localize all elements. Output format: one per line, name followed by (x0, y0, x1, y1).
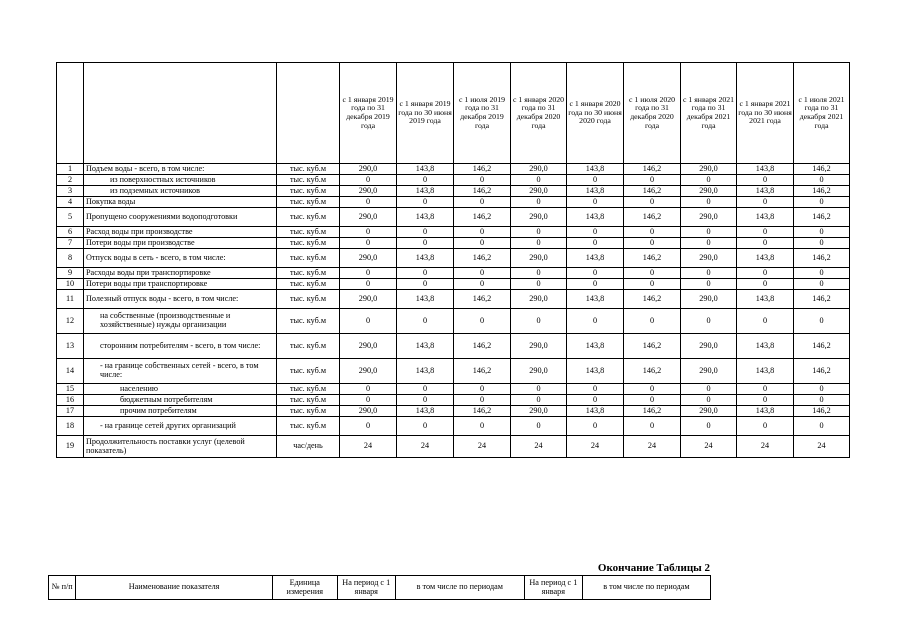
table-row (57, 197, 850, 208)
value-cell: 0 (624, 309, 681, 334)
row-number: 18 (57, 417, 84, 436)
value-cell: 290,0 (340, 186, 397, 197)
value-cell: 0 (737, 417, 794, 436)
value-cell: 290,0 (511, 164, 567, 175)
table-row (57, 334, 850, 359)
row-number: 10 (57, 279, 84, 290)
value-cell: 0 (340, 309, 397, 334)
cont-header-unit: Единица измерения (272, 576, 337, 600)
value-cell: 146,2 (624, 164, 681, 175)
indicator-name: Расход воды при производстве (84, 227, 277, 238)
value-cell: 0 (624, 238, 681, 249)
value-cell: 0 (624, 417, 681, 436)
header-unit (277, 63, 340, 164)
header-period: с 1 января 2021 года по 31 декабря 2021 года (681, 63, 737, 164)
indicator-name: - на границе сетей других организаций (84, 417, 277, 436)
table-row (57, 175, 850, 186)
value-cell: 0 (681, 279, 737, 290)
value-cell: 143,8 (737, 334, 794, 359)
value-cell: 0 (567, 279, 624, 290)
value-cell: 0 (681, 417, 737, 436)
unit-cell: тыс. куб.м (277, 384, 340, 395)
value-cell: 0 (397, 417, 454, 436)
value-cell: 0 (681, 309, 737, 334)
value-cell: 0 (794, 279, 850, 290)
value-cell: 24 (454, 436, 511, 458)
value-cell: 0 (397, 395, 454, 406)
value-cell: 0 (454, 395, 511, 406)
unit-cell: тыс. куб.м (277, 197, 340, 208)
value-cell: 146,2 (624, 249, 681, 268)
value-cell: 146,2 (794, 164, 850, 175)
value-cell: 143,8 (567, 406, 624, 417)
table-row (57, 384, 850, 395)
value-cell: 290,0 (681, 406, 737, 417)
indicator-name: сторонним потребителям - всего, в том числе: (84, 334, 277, 359)
row-number: 9 (57, 268, 84, 279)
value-cell: 143,8 (397, 290, 454, 309)
value-cell: 146,2 (454, 208, 511, 227)
value-cell: 143,8 (567, 359, 624, 384)
value-cell: 0 (567, 268, 624, 279)
value-cell: 143,8 (397, 249, 454, 268)
value-cell: 0 (454, 238, 511, 249)
table-row (57, 406, 850, 417)
row-number: 6 (57, 227, 84, 238)
indicator-name: - на границе собственных сетей - всего, в том числе: (84, 359, 277, 384)
value-cell: 143,8 (737, 406, 794, 417)
value-cell: 146,2 (454, 359, 511, 384)
value-cell: 290,0 (511, 290, 567, 309)
row-number: 11 (57, 290, 84, 309)
value-cell: 0 (567, 197, 624, 208)
value-cell: 0 (454, 268, 511, 279)
cont-header-period: На период с 1 января (337, 576, 395, 600)
value-cell: 143,8 (397, 406, 454, 417)
value-cell: 24 (624, 436, 681, 458)
table-row (57, 164, 850, 175)
row-number: 15 (57, 384, 84, 395)
value-cell: 143,8 (567, 208, 624, 227)
value-cell: 290,0 (340, 164, 397, 175)
value-cell: 146,2 (624, 290, 681, 309)
value-cell: 0 (511, 279, 567, 290)
cont-header-period: На период с 1 января (524, 576, 582, 600)
value-cell: 0 (737, 384, 794, 395)
value-cell: 0 (511, 395, 567, 406)
value-cell: 0 (737, 227, 794, 238)
value-cell: 0 (794, 384, 850, 395)
value-cell: 0 (624, 227, 681, 238)
value-cell: 24 (340, 436, 397, 458)
header-row (57, 63, 850, 164)
value-cell: 0 (681, 197, 737, 208)
value-cell: 290,0 (340, 290, 397, 309)
value-cell: 0 (681, 268, 737, 279)
value-cell: 290,0 (681, 186, 737, 197)
value-cell: 290,0 (340, 208, 397, 227)
value-cell: 0 (397, 268, 454, 279)
row-number: 12 (57, 309, 84, 334)
value-cell: 143,8 (737, 186, 794, 197)
unit-cell: час/день (277, 436, 340, 458)
cont-header-num: № п/п (49, 576, 76, 600)
value-cell: 0 (511, 309, 567, 334)
unit-cell: тыс. куб.м (277, 268, 340, 279)
indicator-name: Продолжительность поставки услуг (целевой показатель) (84, 436, 277, 458)
value-cell: 0 (397, 175, 454, 186)
value-cell: 0 (567, 309, 624, 334)
header-name (84, 63, 277, 164)
value-cell: 290,0 (681, 334, 737, 359)
row-number: 7 (57, 238, 84, 249)
value-cell: 0 (681, 175, 737, 186)
indicator-name: Потери воды при производстве (84, 238, 277, 249)
indicator-name: бюджетным потребителям (84, 395, 277, 406)
row-number: 13 (57, 334, 84, 359)
value-cell: 0 (340, 417, 397, 436)
value-cell: 146,2 (624, 334, 681, 359)
value-cell: 0 (340, 227, 397, 238)
cont-header-subperiods: в том числе по периодам (582, 576, 710, 600)
indicator-name: Отпуск воды в сеть - всего, в том числе: (84, 249, 277, 268)
value-cell: 0 (511, 268, 567, 279)
unit-cell: тыс. куб.м (277, 249, 340, 268)
value-cell: 0 (397, 227, 454, 238)
table-row (57, 268, 850, 279)
indicator-name: из подземных источников (84, 186, 277, 197)
value-cell: 0 (397, 197, 454, 208)
table-row (57, 309, 850, 334)
value-cell: 290,0 (681, 359, 737, 384)
value-cell: 0 (454, 417, 511, 436)
value-cell: 0 (567, 384, 624, 395)
value-cell: 143,8 (567, 186, 624, 197)
cont-header-subperiods: в том числе по периодам (395, 576, 524, 600)
indicator-name: Потери воды при транспортировке (84, 279, 277, 290)
value-cell: 0 (340, 268, 397, 279)
value-cell: 0 (681, 384, 737, 395)
value-cell: 0 (454, 227, 511, 238)
table-body (57, 164, 850, 458)
value-cell: 143,8 (397, 359, 454, 384)
value-cell: 146,2 (794, 208, 850, 227)
table-row (57, 417, 850, 436)
row-number: 4 (57, 197, 84, 208)
value-cell: 0 (794, 268, 850, 279)
header-period: с 1 января 2019 года по 31 декабря 2019 года (340, 63, 397, 164)
table-row (57, 186, 850, 197)
value-cell: 24 (681, 436, 737, 458)
table-row (57, 249, 850, 268)
value-cell: 143,8 (737, 359, 794, 384)
row-number: 3 (57, 186, 84, 197)
value-cell: 290,0 (681, 290, 737, 309)
value-cell: 143,8 (397, 164, 454, 175)
value-cell: 24 (511, 436, 567, 458)
header-period: с 1 января 2020 года по 31 декабря 2020 года (511, 63, 567, 164)
value-cell: 290,0 (511, 406, 567, 417)
value-cell: 0 (624, 395, 681, 406)
value-cell: 0 (454, 309, 511, 334)
table-row (57, 238, 850, 249)
row-number: 14 (57, 359, 84, 384)
value-cell: 290,0 (511, 249, 567, 268)
header-period: с 1 июля 2019 года по 31 декабря 2019 года (454, 63, 511, 164)
unit-cell: тыс. куб.м (277, 309, 340, 334)
value-cell: 290,0 (511, 334, 567, 359)
value-cell: 0 (397, 279, 454, 290)
indicator-name: Пропущено сооружениями водоподготовки (84, 208, 277, 227)
value-cell: 290,0 (681, 208, 737, 227)
value-cell: 290,0 (340, 249, 397, 268)
value-cell: 290,0 (340, 334, 397, 359)
value-cell: 0 (624, 197, 681, 208)
value-cell: 0 (454, 175, 511, 186)
value-cell: 0 (794, 417, 850, 436)
value-cell: 0 (624, 175, 681, 186)
value-cell: 0 (454, 197, 511, 208)
value-cell: 0 (340, 279, 397, 290)
value-cell: 146,2 (794, 249, 850, 268)
value-cell: 0 (340, 384, 397, 395)
value-cell: 0 (567, 227, 624, 238)
value-cell: 0 (681, 238, 737, 249)
table-row (57, 227, 850, 238)
unit-cell: тыс. куб.м (277, 208, 340, 227)
value-cell: 146,2 (624, 208, 681, 227)
value-cell: 0 (794, 309, 850, 334)
value-cell: 0 (737, 309, 794, 334)
value-cell: 143,8 (567, 249, 624, 268)
value-cell: 143,8 (567, 164, 624, 175)
value-cell: 0 (511, 384, 567, 395)
value-cell: 146,2 (454, 334, 511, 359)
unit-cell: тыс. куб.м (277, 164, 340, 175)
row-number: 16 (57, 395, 84, 406)
value-cell: 0 (567, 417, 624, 436)
value-cell: 0 (511, 238, 567, 249)
water-balance-table (56, 62, 850, 458)
value-cell: 0 (454, 279, 511, 290)
row-number: 5 (57, 208, 84, 227)
unit-cell: тыс. куб.м (277, 186, 340, 197)
value-cell: 290,0 (340, 359, 397, 384)
indicator-name: Покупка воды (84, 197, 277, 208)
indicator-name: прочим потребителям (84, 406, 277, 417)
indicator-name: на собственные (производственные и хозяйственные) нужды организации (84, 309, 277, 334)
value-cell: 0 (340, 197, 397, 208)
row-number: 19 (57, 436, 84, 458)
value-cell: 24 (567, 436, 624, 458)
value-cell: 146,2 (454, 249, 511, 268)
table-row (57, 395, 850, 406)
row-number: 2 (57, 175, 84, 186)
value-cell: 0 (681, 395, 737, 406)
indicator-name: Расходы воды при транспортировке (84, 268, 277, 279)
value-cell: 0 (624, 279, 681, 290)
value-cell: 0 (794, 197, 850, 208)
value-cell: 146,2 (794, 290, 850, 309)
value-cell: 0 (624, 384, 681, 395)
table-end-title: Окончание Таблицы 2 (597, 562, 710, 574)
value-cell: 0 (794, 238, 850, 249)
unit-cell: тыс. куб.м (277, 417, 340, 436)
value-cell: 0 (397, 309, 454, 334)
value-cell: 143,8 (737, 290, 794, 309)
value-cell: 0 (737, 279, 794, 290)
indicator-name: Подъем воды - всего, в том числе: (84, 164, 277, 175)
header-num (57, 63, 84, 164)
value-cell: 0 (567, 175, 624, 186)
unit-cell: тыс. куб.м (277, 175, 340, 186)
continuation-table-header (48, 575, 711, 600)
value-cell: 24 (794, 436, 850, 458)
indicator-name: из поверхностных источников (84, 175, 277, 186)
table-row (57, 279, 850, 290)
value-cell: 0 (511, 197, 567, 208)
value-cell: 146,2 (454, 164, 511, 175)
value-cell: 0 (511, 417, 567, 436)
value-cell: 143,8 (737, 208, 794, 227)
value-cell: 143,8 (567, 290, 624, 309)
indicator-name: населению (84, 384, 277, 395)
value-cell: 0 (340, 395, 397, 406)
value-cell: 24 (737, 436, 794, 458)
value-cell: 290,0 (511, 186, 567, 197)
value-cell: 0 (737, 395, 794, 406)
value-cell: 290,0 (340, 406, 397, 417)
unit-cell: тыс. куб.м (277, 406, 340, 417)
cont-header-name: Наименование показателя (76, 576, 272, 600)
value-cell: 0 (397, 384, 454, 395)
value-cell: 0 (737, 175, 794, 186)
unit-cell: тыс. куб.м (277, 290, 340, 309)
row-number: 17 (57, 406, 84, 417)
value-cell: 146,2 (454, 290, 511, 309)
value-cell: 146,2 (794, 334, 850, 359)
header-period: с 1 июля 2020 года по 31 декабря 2020 года (624, 63, 681, 164)
value-cell: 0 (511, 175, 567, 186)
value-cell: 0 (794, 175, 850, 186)
value-cell: 0 (340, 238, 397, 249)
value-cell: 146,2 (624, 186, 681, 197)
value-cell: 0 (511, 227, 567, 238)
value-cell: 0 (567, 395, 624, 406)
header-period: с 1 января 2021 года по 30 июня 2021 года (737, 63, 794, 164)
table-row (57, 359, 850, 384)
value-cell: 0 (794, 395, 850, 406)
value-cell: 0 (737, 238, 794, 249)
header-period: с 1 января 2019 года по 30 июня 2019 года (397, 63, 454, 164)
value-cell: 0 (567, 238, 624, 249)
value-cell: 0 (624, 268, 681, 279)
value-cell: 24 (397, 436, 454, 458)
value-cell: 0 (340, 175, 397, 186)
value-cell: 146,2 (794, 406, 850, 417)
table-row (57, 290, 850, 309)
row-number: 8 (57, 249, 84, 268)
value-cell: 0 (737, 197, 794, 208)
table-row (57, 436, 850, 458)
unit-cell: тыс. куб.м (277, 359, 340, 384)
value-cell: 146,2 (624, 359, 681, 384)
value-cell: 290,0 (681, 249, 737, 268)
value-cell: 146,2 (624, 406, 681, 417)
value-cell: 146,2 (454, 186, 511, 197)
value-cell: 143,8 (737, 249, 794, 268)
value-cell: 290,0 (681, 164, 737, 175)
value-cell: 0 (737, 268, 794, 279)
value-cell: 143,8 (397, 208, 454, 227)
value-cell: 290,0 (511, 359, 567, 384)
value-cell: 0 (794, 227, 850, 238)
value-cell: 146,2 (794, 359, 850, 384)
value-cell: 0 (454, 384, 511, 395)
indicator-name: Полезный отпуск воды - всего, в том числе: (84, 290, 277, 309)
value-cell: 146,2 (454, 406, 511, 417)
unit-cell: тыс. куб.м (277, 279, 340, 290)
value-cell: 0 (397, 238, 454, 249)
table-row (57, 208, 850, 227)
value-cell: 143,8 (397, 186, 454, 197)
header-period: с 1 января 2020 года по 30 июня 2020 года (567, 63, 624, 164)
value-cell: 290,0 (511, 208, 567, 227)
value-cell: 146,2 (794, 186, 850, 197)
value-cell: 143,8 (397, 334, 454, 359)
continuation-header-row (49, 576, 711, 600)
value-cell: 0 (681, 227, 737, 238)
unit-cell: тыс. куб.м (277, 395, 340, 406)
unit-cell: тыс. куб.м (277, 238, 340, 249)
unit-cell: тыс. куб.м (277, 227, 340, 238)
unit-cell: тыс. куб.м (277, 334, 340, 359)
value-cell: 143,8 (567, 334, 624, 359)
header-period: с 1 июля 2021 года по 31 декабря 2021 года (794, 63, 850, 164)
row-number: 1 (57, 164, 84, 175)
value-cell: 143,8 (737, 164, 794, 175)
